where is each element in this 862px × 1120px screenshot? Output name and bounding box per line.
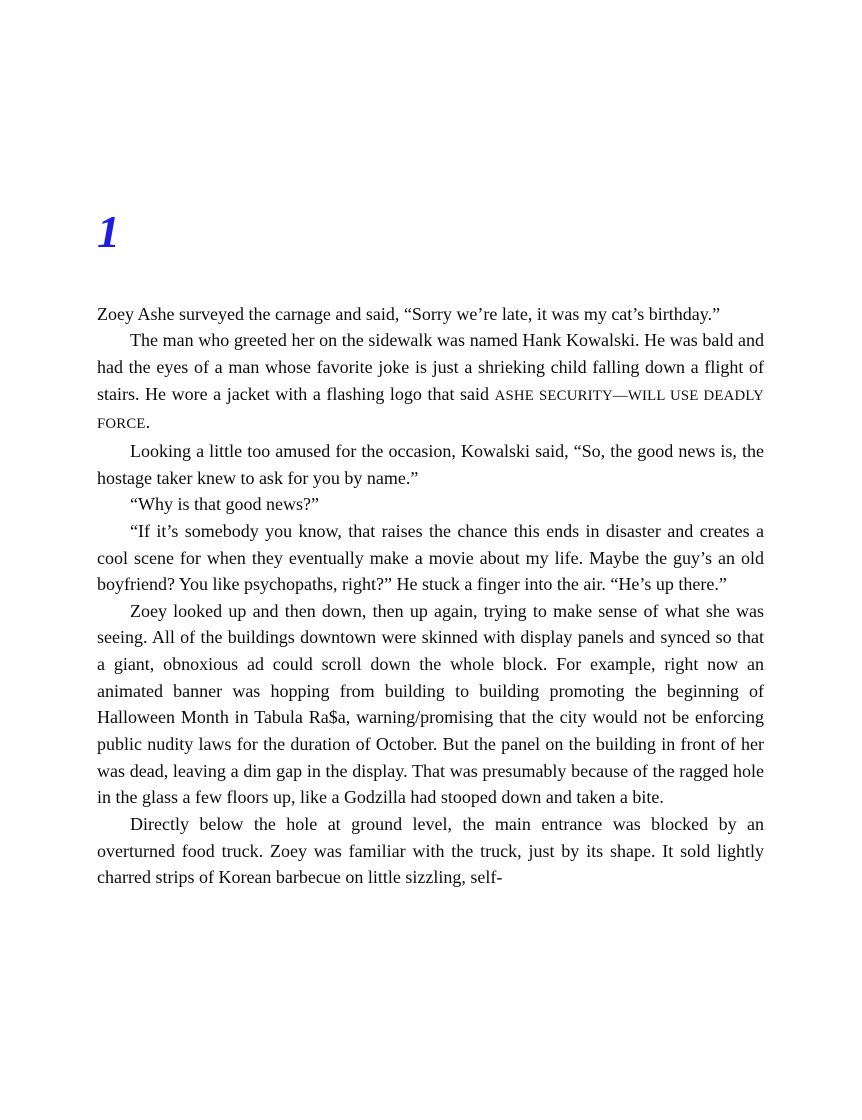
paragraph (97, 491, 764, 518)
paragraph-text: . (145, 412, 151, 433)
paragraph-text: “Why is that good news?” (130, 494, 319, 515)
paragraph-text: The man who greeted her on the sidewalk was named Hank Kowalski. He was bald and had the eyes of a man whose favorite joke is just a shrieking child falling down a flight of stairs. He wore a jacket with a flashing logo that said (97, 330, 764, 404)
text-column (97, 0, 764, 891)
paragraph (97, 438, 764, 491)
paragraph (97, 518, 764, 598)
chapter-number: 1 (97, 206, 120, 257)
paragraph-text: Looking a little too amused for the occasion, Kowalski said, “So, the good news is, the hostage taker knew to ask for you by name.” (97, 440, 764, 488)
security-logo-smallcaps-text: ASHE SECURITY—WILL USE DEADLY FORCE (97, 387, 764, 433)
paragraph (97, 811, 764, 891)
paragraph-text: Zoey looked up and then down, then up again, trying to make sense of what she was seeing. All of the buildings downtown were skinned with display panels and synced so that a giant, obnoxious ad could scroll down the whole block. For example, right now an animated banner was hopping from building to building promoting the beginning of Halloween Month in Tabula Ra$a, warning/promising that the city would not be enforcing public nudity laws for the duration of October. But the panel on the building in front of her was dead, leaving a dim gap in the display. That was presumably because of the ragged hole in the glass a few floors up, like a Godzilla had stooped down and taken a bite. (97, 600, 764, 808)
paragraph (97, 598, 764, 811)
paragraph (97, 327, 764, 438)
paragraph-text: Directly below the hole at ground level, the main entrance was blocked by an overturned food truck. Zoey was familiar with the truck, just by its shape. It sold lightly charred strips of Korean barbecue on little sizzling, self- (97, 814, 764, 888)
paragraph-text: “If it’s somebody you know, that raises the chance this ends in disaster and creates a cool scene for when they eventually make a movie about my life. Maybe the guy’s an old boyfriend? You like psychopaths, right?” He stuck a finger into the air. “He’s up there.” (97, 520, 764, 595)
body-text (97, 301, 764, 891)
paragraph (97, 301, 764, 328)
paragraph-text: Zoey Ashe surveyed the carnage and said, “Sorry we’re late, it was my cat’s birthday.” (97, 303, 721, 324)
